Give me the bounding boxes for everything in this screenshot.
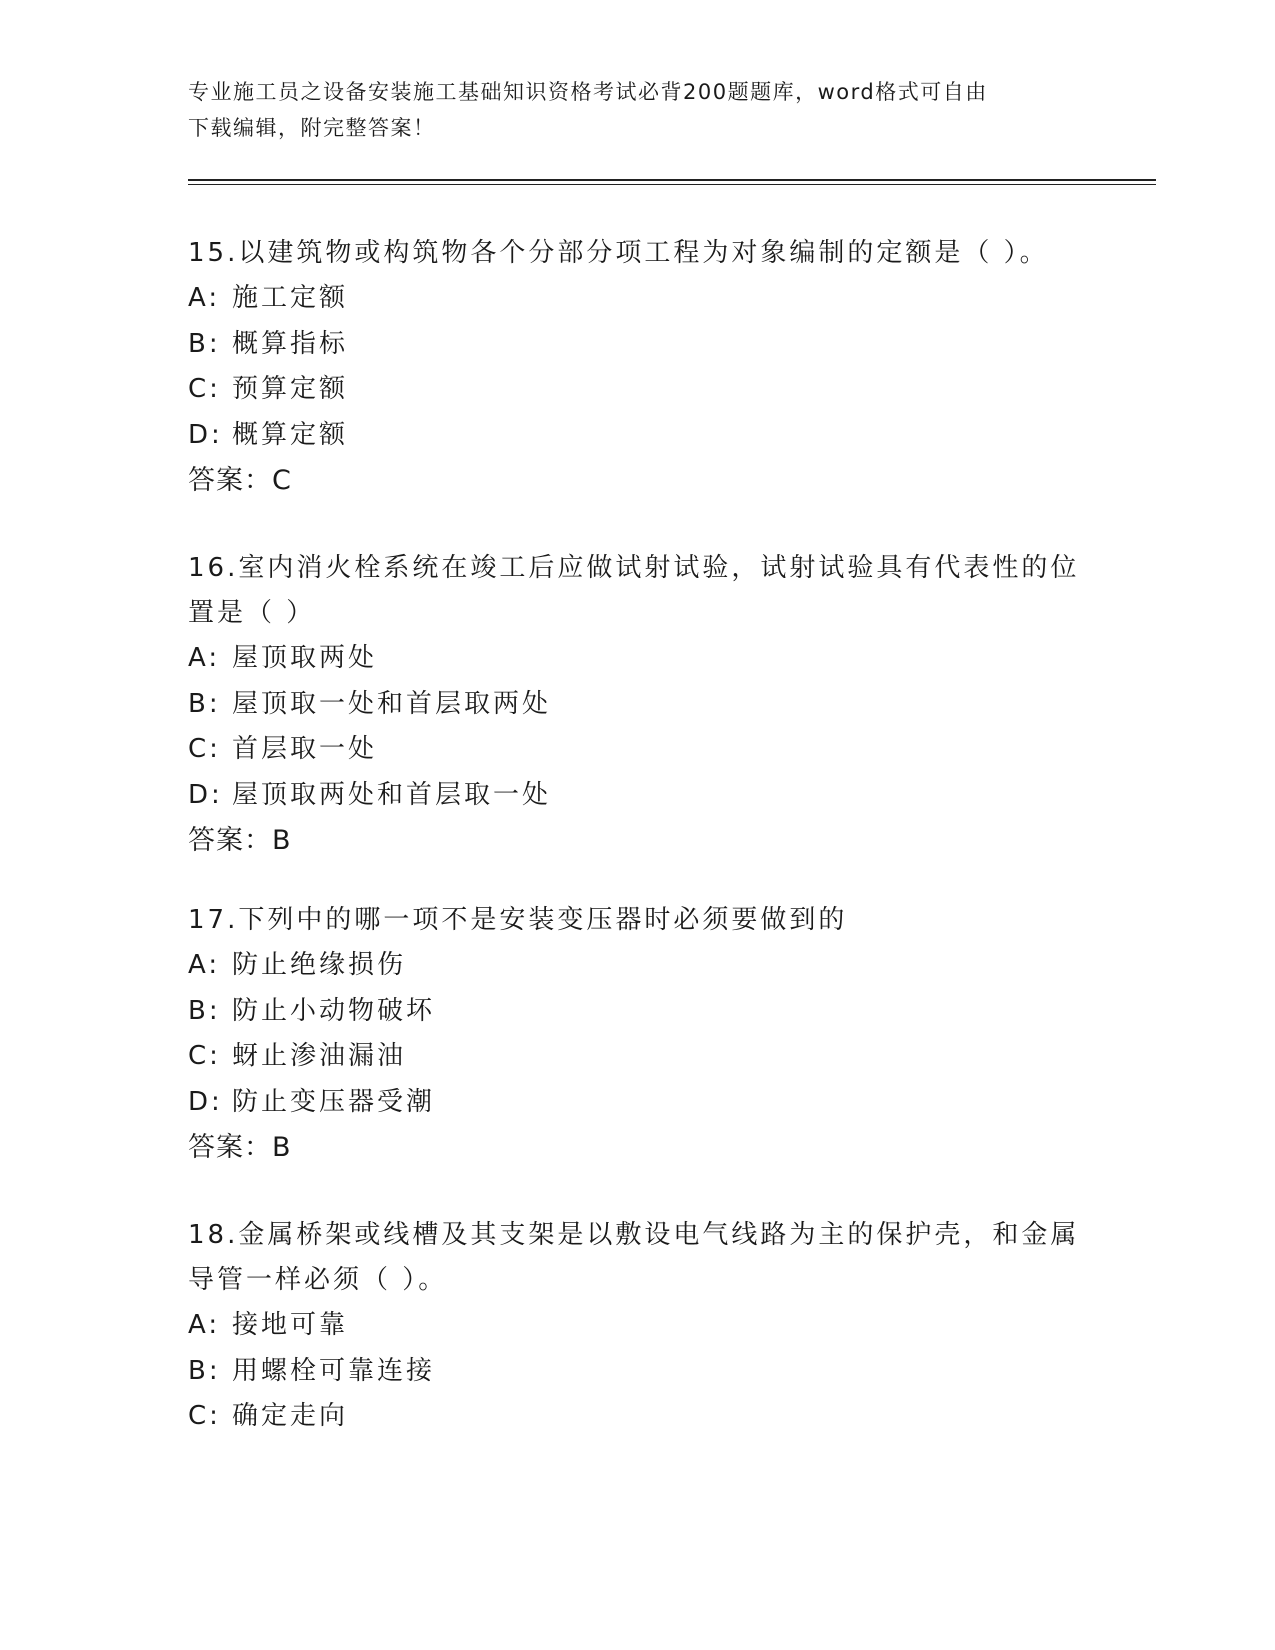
question-stem-line: 置是（ ） — [188, 598, 316, 628]
option-text: 首层取一处 — [232, 734, 378, 764]
document-header — [188, 74, 1068, 146]
option-a — [188, 1303, 1088, 1349]
question-15 — [188, 231, 1088, 504]
option-key: A: — [188, 283, 221, 313]
answer-line: 答案：B — [188, 1132, 292, 1163]
option-key: B: — [188, 328, 221, 359]
option-key: A: — [188, 1310, 221, 1340]
header-line-2: 下载编辑，附完整答案！ — [188, 116, 436, 140]
header-divider-thick — [188, 179, 1156, 181]
option-text: 概算指标 — [232, 328, 349, 359]
option-text: 概算定额 — [232, 419, 349, 450]
option-key: D: — [188, 779, 223, 810]
option-text: 蚜止渗油漏油 — [232, 1041, 407, 1071]
option-key: D: — [188, 419, 223, 450]
option-text: 接地可靠 — [232, 1310, 349, 1340]
option-d — [188, 773, 1088, 819]
question-16 — [188, 546, 1088, 864]
option-key: C: — [188, 1401, 221, 1431]
option-key: A: — [188, 950, 221, 980]
option-text: 防止绝缘损伤 — [232, 950, 407, 980]
option-b — [188, 682, 1088, 728]
option-key: C: — [188, 734, 221, 764]
option-text: 预算定额 — [232, 374, 349, 404]
header-divider-thin — [188, 184, 1156, 185]
option-c — [188, 1394, 1088, 1440]
option-text: 防止变压器受潮 — [232, 1086, 436, 1117]
option-text: 用螺栓可靠连接 — [232, 1355, 436, 1386]
option-c — [188, 727, 1088, 773]
option-key: B: — [188, 995, 221, 1026]
question-17 — [188, 898, 1088, 1171]
option-key: A: — [188, 643, 221, 673]
option-a — [188, 276, 1088, 322]
option-key: B: — [188, 688, 221, 719]
option-c — [188, 367, 1088, 413]
option-key: C: — [188, 1041, 221, 1071]
option-text: 屋顶取两处 — [232, 643, 378, 673]
option-text: 防止小动物破坏 — [232, 995, 436, 1026]
option-text: 屋顶取一处和首层取两处 — [232, 688, 552, 719]
option-text: 屋顶取两处和首层取一处 — [232, 779, 552, 810]
question-stem-line: 15.以建筑物或构筑物各个分部分项工程为对象编制的定额是（ ）。 — [188, 238, 1049, 268]
option-key: D: — [188, 1086, 223, 1117]
question-stem-line: 17.下列中的哪一项不是安装变压器时必须要做到的 — [188, 905, 848, 935]
option-a — [188, 943, 1088, 989]
option-b — [188, 1349, 1088, 1395]
option-a — [188, 636, 1088, 682]
question-stem-line: 16.室内消火栓系统在竣工后应做试射试验，试射试验具有代表性的位 — [188, 553, 1080, 583]
header-line-1: 专业施工员之设备安装施工基础知识资格考试必背200题题库，word格式可自由 — [188, 80, 988, 104]
option-d — [188, 413, 1088, 459]
option-key: C: — [188, 374, 221, 404]
question-stem-line: 18.金属桥架或线槽及其支架是以敷设电气线路为主的保护壳，和金属 — [188, 1220, 1080, 1250]
question-18 — [188, 1213, 1088, 1440]
option-d — [188, 1080, 1088, 1126]
answer-line: 答案：B — [188, 825, 292, 856]
option-b — [188, 322, 1088, 368]
option-text: 确定走向 — [232, 1401, 349, 1431]
option-b — [188, 989, 1088, 1035]
answer-line: 答案：C — [188, 465, 292, 496]
option-text: 施工定额 — [232, 283, 349, 313]
option-c — [188, 1034, 1088, 1080]
option-key: B: — [188, 1355, 221, 1386]
question-stem-line: 导管一样必须（ ）。 — [188, 1265, 448, 1295]
